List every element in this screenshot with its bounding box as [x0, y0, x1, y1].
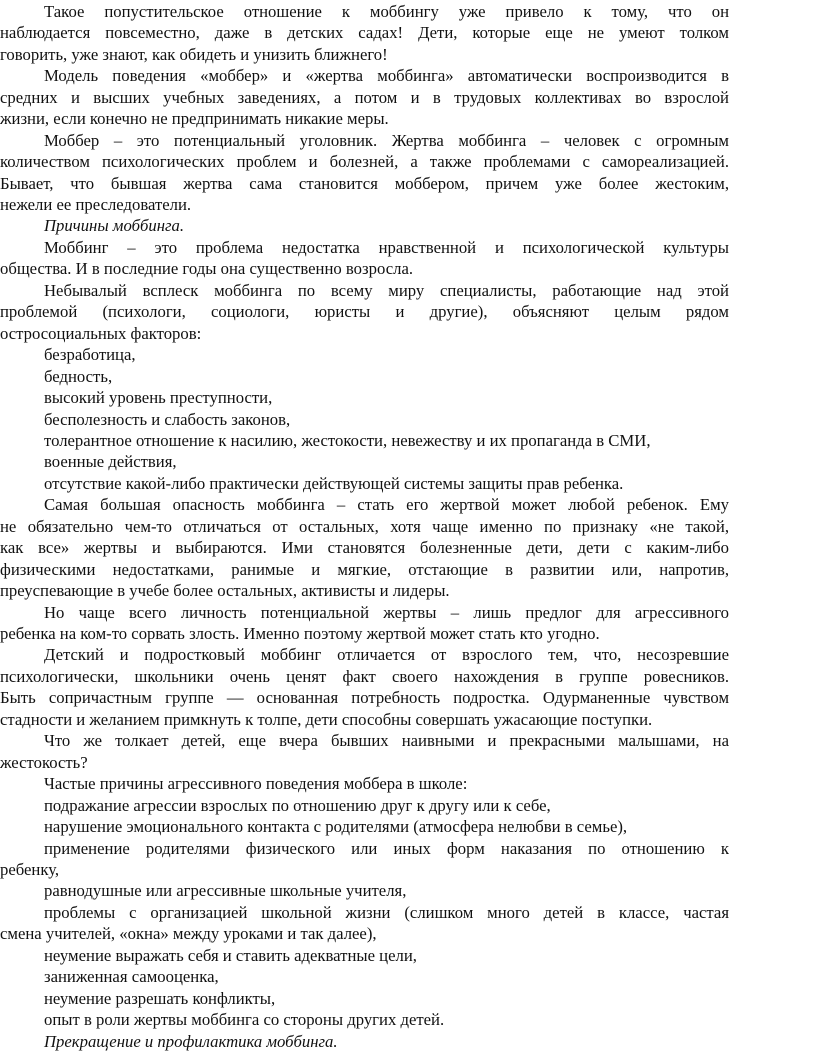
list-item: высокий уровень преступности,	[44, 388, 273, 408]
paragraph-line: стадности и желанием примкнуть к толпе, дети способны совершать ужасающие поступки.	[0, 709, 653, 729]
list-item: равнодушные или агрессивные школьные учителя,	[44, 881, 407, 901]
paragraph-line: говорить, уже знают, как обидеть и унизить ближнего!	[0, 44, 388, 64]
list-item: нарушение эмоционального контакта с родителями (атмосфера нелюбви в семье),	[44, 817, 628, 837]
list-item: толерантное отношение к насилию, жестокости, невежеству и их пропаганда в СМИ,	[44, 430, 651, 450]
paragraph-line: нежели ее преследователи.	[0, 195, 192, 215]
paragraph-line: ребенка на ком-то сорвать злость. Именно поэтому жертвой может стать кто угодно.	[0, 624, 600, 643]
paragraph-line: физическими недостатками, ранимые и мягкие, отстающие в развитии или, напротив,	[0, 559, 729, 579]
paragraph-line: Такое попустительское отношение к моббингу уже привело к тому, что он	[44, 1, 729, 21]
list-item: смена учителей, «окна» между уроками и так далее),	[0, 924, 377, 944]
paragraph-line: наблюдается повсеместно, даже в детских садах! Дети, которые еще не умеют толком	[0, 23, 729, 43]
paragraph-line: не обязательно чем-то отличаться от остальных, хотя чаще именно по признаку «не такой,	[0, 516, 729, 536]
list-item: применение родителями физического или иных форм наказания по отношению к	[44, 838, 729, 858]
list-item: бедность,	[44, 366, 113, 386]
paragraph-line: количеством психологических проблем и болезней, а также проблемами с самореализацией.	[0, 152, 729, 172]
paragraph-line: средних и высших учебных заведениях, а потом и в трудовых коллективах во взрослой	[0, 87, 729, 107]
paragraph-line: Частые причины агрессивного поведения моббера в школе:	[44, 774, 468, 794]
paragraph-line: общества. И в последние годы она существенно возросла.	[0, 259, 414, 279]
paragraph-line: Самая большая опасность моббинга – стать его жертвой может любой ребенок. Ему	[44, 495, 729, 515]
paragraph-line: остросоциальных факторов:	[0, 323, 202, 343]
paragraph-line: проблемой (психологи, социологи, юристы и другие), объясняют целым рядом	[0, 302, 729, 322]
paragraph-line: Но чаще всего личность потенциальной жертвы – лишь предлог для агрессивного	[44, 602, 729, 622]
list-item: неумение разрешать конфликты,	[44, 988, 276, 1008]
paragraph-line: Бывает, что бывшая жертва сама становится моббером, причем уже более жестоким,	[0, 173, 729, 193]
list-item: опыт в роли жертвы моббинга со стороны других детей.	[44, 1010, 445, 1030]
list-item: ребенку,	[0, 859, 60, 879]
paragraph-line: Небывалый всплеск моббинга по всему миру специалисты, работающие над этой	[44, 280, 729, 300]
list-item: военные действия,	[44, 452, 177, 472]
paragraph-line: Модель поведения «моббер» и «жертва моббинга» автоматически воспроизводится в	[44, 66, 729, 86]
list-item: неумение выражать себя и ставить адекватные цели,	[44, 945, 417, 965]
list-item: бесполезность и слабость законов,	[44, 409, 291, 429]
paragraph-line: психологически, школьники очень ценят факт своего нахождения в группе ровесников.	[0, 666, 729, 686]
list-item: проблемы с организацией школьной жизни (слишком много детей в классе, частая	[44, 902, 729, 922]
list-item: отсутствие какой-либо практически действующей системы защиты прав ребенка.	[44, 473, 624, 493]
paragraph-line: преуспевающие в учебе более остальных, активисты и лидеры.	[0, 581, 450, 601]
list-item: подражание агрессии взрослых по отношению друг к другу или к себе,	[44, 795, 551, 815]
section-heading: Причины моббинга.	[44, 216, 185, 236]
paragraph-line: Детский и подростковый моббинг отличается от взрослого тем, что, несозревшие	[44, 645, 729, 665]
paragraph-line: Моббер – это потенциальный уголовник. Жертва моббинга – человек с огромным	[44, 130, 729, 150]
paragraph-line: жизни, если конечно не предпринимать никакие меры.	[0, 109, 389, 129]
section-heading: Прекращение и профилактика моббинга.	[44, 1031, 338, 1051]
list-item: безработица,	[44, 345, 136, 365]
paragraph-line: Что же толкает детей, еще вчера бывших наивными и прекрасными малышами, на	[44, 731, 729, 751]
paragraph-line: жестокость?	[0, 752, 88, 772]
paragraph-line: Моббинг – это проблема недостатка нравственной и психологической культуры	[44, 237, 729, 257]
list-item: заниженная самооценка,	[44, 967, 219, 987]
paragraph-line: как все» жертвы и выбираются. Ими становятся болезненные дети, дети с каким-либо	[0, 538, 729, 558]
paragraph-line: Быть сопричастным группе — основанная потребность подростка. Одурманенные чувством	[0, 688, 729, 708]
